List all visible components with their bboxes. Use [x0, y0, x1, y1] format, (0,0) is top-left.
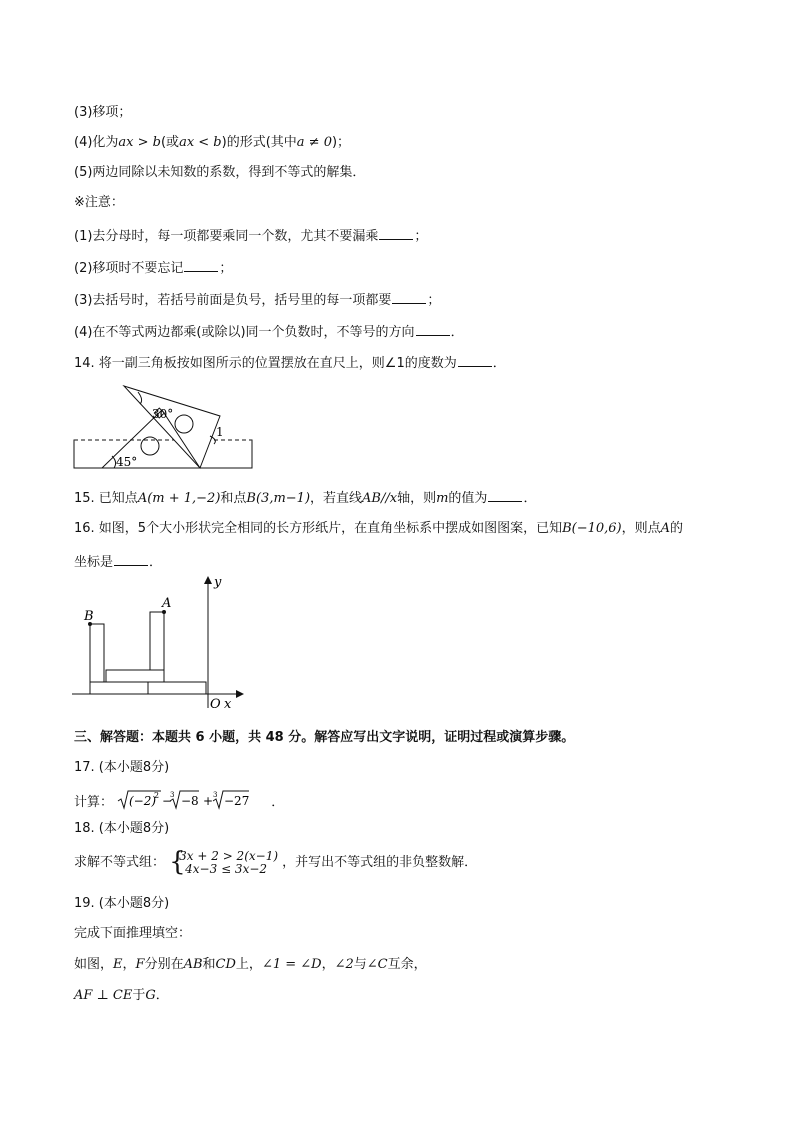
text: 分别在 [144, 957, 184, 972]
brace-icon: { [169, 847, 186, 877]
figure-16-rectangles [66, 574, 246, 716]
text: 的 [670, 521, 684, 536]
rectangle-4 [90, 624, 104, 682]
math: B(−10,6) [562, 521, 622, 536]
rectangle-2 [148, 682, 206, 694]
text: 和 [202, 957, 216, 972]
text: 求解不等式组： [74, 855, 166, 870]
text: ， [122, 957, 136, 972]
radicand: −8 [181, 794, 199, 808]
text: )的形式(其中 [221, 135, 297, 150]
label-O: O [210, 697, 221, 712]
x-axis-arrow [236, 690, 244, 698]
math: ∠C [366, 957, 388, 972]
question-19-intro: 完成下面推理填空： [74, 926, 192, 941]
label-30: 30° [152, 407, 174, 421]
math: CD [215, 957, 236, 972]
text: ． [149, 555, 163, 570]
label-B: B [84, 609, 94, 624]
answer-blank[interactable] [379, 227, 413, 240]
step-3: (3)移项； [74, 105, 132, 120]
text: 16. 如图，5个大小形状完全相同的长方形纸片，在直角坐标系中摆成如图图案，已知 [74, 521, 563, 536]
text: ． [492, 356, 506, 371]
step-5: (5)两边同除以未知数的系数，得到不等式的解集． [74, 165, 366, 180]
answer-blank[interactable] [488, 489, 522, 502]
math: m [436, 491, 449, 506]
math: G [145, 988, 156, 1003]
text: 轴，则 [397, 491, 437, 506]
minus: − [162, 794, 173, 808]
rectangle-5 [150, 612, 164, 670]
question-14 [74, 354, 506, 372]
label-45: 45° [116, 455, 138, 469]
root-index: 3 [170, 791, 175, 799]
text: ， [321, 957, 335, 972]
question-15 [74, 489, 536, 507]
text: ． [271, 795, 285, 810]
math: ∠2 [334, 957, 354, 972]
y-axis-arrow [204, 576, 212, 584]
rectangle-3 [106, 670, 164, 682]
text: (1)去分母时，每一项都要乘同一个数，尤其不要漏乘 [74, 229, 379, 244]
math: E [113, 957, 123, 972]
text: 坐标是 [74, 555, 114, 570]
note-3 [74, 291, 440, 309]
math: A [660, 521, 671, 536]
plus: + [203, 794, 214, 808]
note-heading: ※注意： [74, 195, 124, 210]
math: AB//x [362, 491, 398, 506]
label-y: y [214, 575, 222, 590]
ruler [74, 440, 252, 468]
question-19-given-2 [74, 987, 169, 1005]
text: )； [331, 135, 351, 150]
root-index: 3 [213, 791, 218, 799]
math: ax > b [118, 135, 161, 150]
math: F [135, 957, 145, 972]
inequality-2: 4x−3 ≤ 3x−2 [185, 862, 268, 876]
text: 15. 已知点 [74, 491, 138, 506]
text: 与 [353, 957, 367, 972]
question-19-given [74, 956, 427, 974]
text: ，若直线 [310, 491, 363, 506]
note-1 [74, 227, 427, 245]
math: AF ⊥ CE [74, 988, 133, 1003]
answer-blank[interactable] [184, 259, 218, 272]
answer-blank[interactable] [458, 354, 492, 367]
sqrt-inner: (−2) [129, 794, 157, 808]
figure-14-triangle-rulers [60, 382, 270, 474]
text: ； [414, 229, 428, 244]
text: 和点 [220, 491, 247, 506]
text: (4)在不等式两边都乘(或除以)同一个负数时，不等号的方向 [74, 325, 415, 340]
math: ax < b [179, 135, 222, 150]
exponent: 2 [154, 791, 160, 800]
math: a ≠ 0 [296, 135, 332, 150]
text: 如图， [74, 957, 114, 972]
label-A: A [162, 596, 172, 611]
question-17-expression [74, 789, 284, 809]
step-4 [74, 134, 350, 152]
question-16 [74, 520, 683, 538]
text: ． [523, 491, 537, 506]
text: 互余， [387, 957, 427, 972]
text: ． [450, 325, 464, 340]
math: AB [183, 957, 203, 972]
text: (或 [160, 135, 180, 150]
math: ∠1 = ∠D [261, 957, 322, 972]
inequality-1: 3x + 2 > 2(x−1) [179, 849, 279, 863]
math: A(m + 1,−2) [137, 491, 221, 506]
question-16-line2 [74, 553, 162, 571]
text: ，并写出不等式组的非负整数解． [282, 855, 478, 870]
rectangle-1 [90, 682, 148, 694]
text: ； [219, 261, 233, 276]
text: 于 [132, 988, 146, 1003]
text: 的值为 [448, 491, 488, 506]
radicand: −27 [224, 794, 250, 808]
text: ； [427, 293, 441, 308]
section-3-heading: 三、解答题：本题共 6 小题，共 48 分。解答应写出文字说明，证明过程或演算步骤。 [74, 730, 575, 745]
note-2 [74, 259, 232, 277]
answer-blank[interactable] [392, 291, 426, 304]
text: 计算： [74, 795, 114, 810]
text: ． [155, 988, 169, 1003]
math: B(3,m−1) [246, 491, 311, 506]
note-4 [74, 323, 464, 341]
text: 上， [235, 957, 262, 972]
question-19: 19. (本小题8分) [74, 896, 170, 911]
text: (3)去括号时，若括号前面是负号，括号里的每一项都要 [74, 293, 392, 308]
text: (2)移项时不要忘记 [74, 261, 184, 276]
question-17: 17. (本小题8分) [74, 760, 170, 775]
answer-blank[interactable] [416, 323, 450, 336]
inequality-system [169, 847, 279, 877]
label-x: x [224, 697, 232, 712]
label-1: 1 [216, 425, 224, 439]
calc-expression [117, 789, 267, 811]
question-18-body [74, 847, 478, 880]
text: 14. 将一副三角板按如图所示的位置摆放在直尺上，则∠1的度数为 [74, 356, 457, 371]
question-18: 18. (本小题8分) [74, 821, 170, 836]
text: ，则点 [621, 521, 661, 536]
triangle-30 [124, 386, 220, 468]
answer-blank[interactable] [114, 553, 148, 566]
text: (4)化为 [74, 135, 119, 150]
